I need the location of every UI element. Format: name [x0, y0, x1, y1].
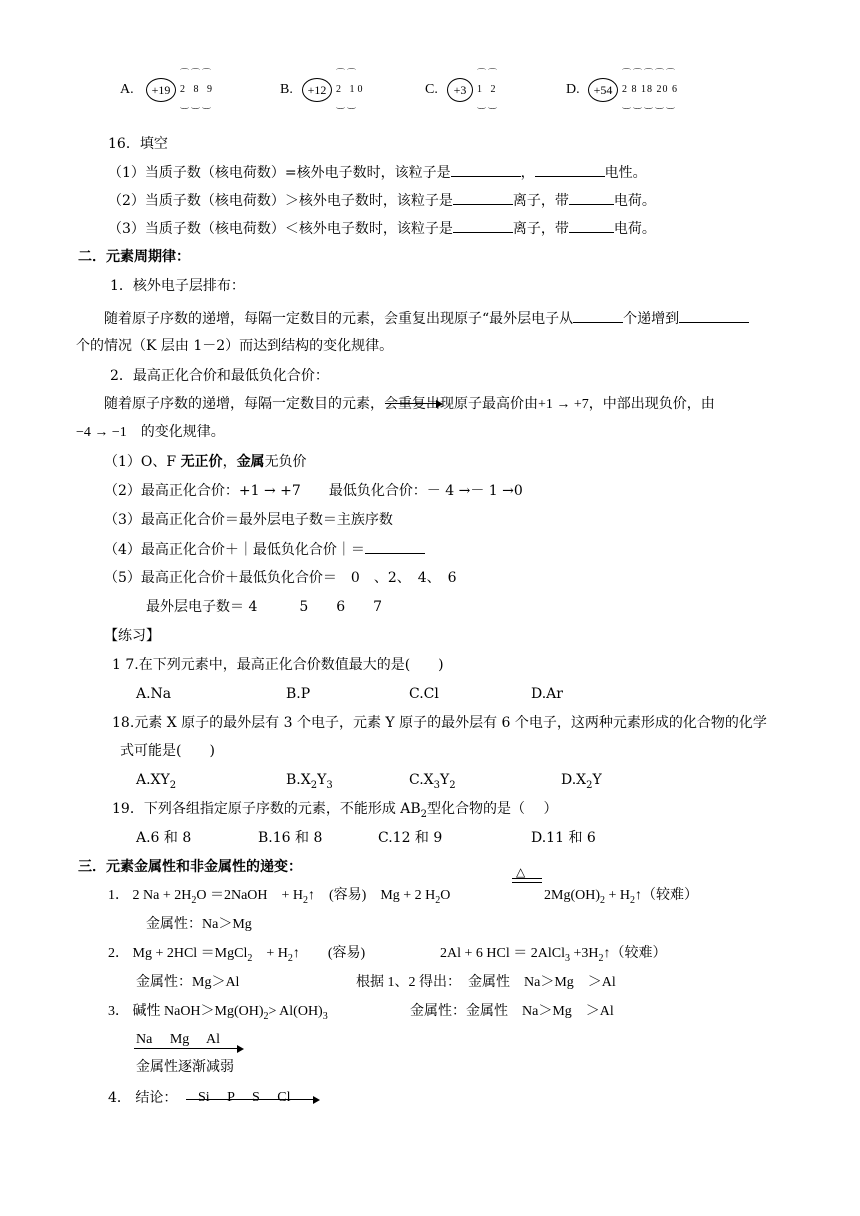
answer-blank[interactable]: [569, 190, 614, 205]
answer-blank[interactable]: [535, 162, 605, 177]
text: 金属: [236, 454, 265, 470]
double-line-top: [512, 878, 542, 879]
reaction-2-metallicity: 金属性：Mg＞Al: [136, 975, 240, 990]
answer-blank[interactable]: [573, 308, 623, 323]
text: 2． Mg + 2HCl ＝MgCl: [108, 946, 248, 961]
reaction-1-metallicity: 金属性：Na＞Mg: [146, 917, 252, 932]
practice-title: 【练习】: [104, 628, 160, 644]
sec2-item-3: （3）最高正化合价＝最外层电子数＝主族序数: [104, 512, 393, 528]
text: O: [440, 888, 451, 903]
nonmetal-series: Si P S Cl: [198, 1090, 291, 1105]
reaction-2-conclusion: 根据 1、2 得出： 金属性 Na＞Mg ＞Al: [356, 975, 616, 990]
q16-title: 16．填空: [108, 136, 168, 152]
atom-option-d: [566, 68, 706, 112]
text: 电荷。: [613, 193, 656, 209]
text: O ＝2NaOH + H: [196, 888, 304, 903]
sec2-subtitle-1: 1．核外电子层排布：: [110, 278, 245, 294]
atom-option-a: [120, 68, 230, 112]
text: 2Mg(OH): [544, 888, 600, 903]
q17-option-c[interactable]: C.Cl: [409, 686, 439, 702]
atom-option-b: [280, 68, 390, 112]
shell-arc-icon: ⌒⌒: [336, 68, 359, 78]
q19-stem: 19．下列各组指定原子序数的元素，不能形成 $AB_2$型化合物的是（ ）: [112, 801, 558, 820]
answer-blank[interactable]: [569, 218, 614, 233]
shell-arc-icon: ⌒⌒: [477, 68, 500, 78]
text: 的变化规律。: [140, 424, 225, 440]
text: ↑（较难）: [603, 946, 667, 961]
text: 离子，带: [512, 221, 569, 237]
text: C.X: [409, 772, 434, 788]
text: ，: [222, 454, 237, 470]
text: A.XY: [136, 772, 170, 788]
q19-option-b[interactable]: B.16 和 8: [258, 830, 323, 846]
text: + H: [605, 888, 631, 903]
section-2-title: 二．元素周期律：: [78, 249, 190, 265]
text: > Al(OH): [268, 1004, 323, 1019]
sec2-subtitle-2: 2．最高正化合价和最低负化合价：: [110, 368, 329, 384]
shell-arc-icon: ⌒⌒: [336, 99, 359, 109]
text: +3H: [569, 946, 599, 961]
shell-arc-icon: ⌒⌒⌒⌒⌒: [622, 99, 678, 109]
shell-electrons: 2 10: [336, 84, 366, 95]
text: B.X: [286, 772, 311, 788]
reaction-1-product: $2Mg(OH)_2$ + $H_2↑$（较难）: [544, 888, 699, 906]
text: D.X: [561, 772, 587, 788]
reaction-1: 1． 2 $Na + 2H_2O$ ＝2NaOH + $H_2↑$ (容易) Mg + 2 $H_2O$: [108, 888, 451, 906]
text: 随着原子序数的递增，每隔一定数目的元素，会重复出现原子“最外层电子从: [104, 311, 574, 327]
text: 离子，带: [512, 193, 569, 209]
shell-arc-icon: ⌒⌒: [477, 99, 500, 109]
text: 3． 碱性 NaOH＞Mg(OH): [108, 1004, 264, 1019]
text: （4）最高正化合价＋｜最低负化合价｜＝: [104, 542, 365, 558]
shell-electrons: 1 2: [477, 84, 499, 95]
nucleus-icon: +54: [588, 78, 618, 102]
text: 随着原子序数的递增，每隔一定数目的元素，会重复出现原子最高价由: [104, 396, 538, 412]
text: （2）当质子数（核电荷数）＞核外电子数时，该粒子是: [108, 193, 453, 209]
nucleus-icon: +19: [146, 78, 176, 102]
option-label: D.: [566, 82, 580, 97]
q19-option-a[interactable]: A.6 和 8: [136, 830, 192, 846]
nucleus-icon: +3: [447, 78, 473, 102]
q17-stem: 1 7.在下列元素中，最高正化合价数值最大的是( ): [112, 657, 444, 673]
q17-option-b[interactable]: B.P: [286, 686, 311, 702]
q18-stem-cont: 式可能是( ): [120, 743, 215, 759]
text: ，: [520, 165, 535, 181]
nucleus-icon: +12: [302, 78, 332, 102]
text: 电性。: [604, 165, 647, 181]
text: 无正价: [180, 454, 223, 470]
reaction-2: 2． Mg + 2HCl ＝MgCl$_2$ + $H_2↑$ (容易): [108, 946, 366, 964]
text: + H: [252, 946, 288, 961]
text: ↑（较难）: [635, 888, 699, 903]
q17-option-a[interactable]: A.Na: [136, 686, 172, 702]
sec2-item-2: （2）最高正化合价：+1 → +7 最低负化合价：－ 4 →－ 1 →0: [104, 483, 523, 499]
section-3-title: 三．元素金属性和非金属性的递变：: [78, 859, 302, 875]
q17-option-d[interactable]: D.Ar: [531, 686, 563, 702]
text: ↑ (容易) Mg + 2 H: [308, 888, 436, 903]
q18-stem: 18.元素 X 原子的最外层有 3 个电子，元素 Y 原子的最外层有 6 个电子，这两种元素形成的化合物的化学: [112, 715, 767, 731]
sec2-item-1: [104, 452, 307, 472]
text: （3）当质子数（核电荷数）＜核外电子数时，该粒子是: [108, 221, 453, 237]
text: （1）当质子数（核电荷数）=核外电子数时，该粒子是: [108, 165, 451, 181]
q18-option-a[interactable]: $A.XY_2$: [136, 772, 177, 791]
text: 个递增到: [623, 311, 680, 327]
sec2-item-6: 最外层电子数＝ 4 5 6 7: [146, 599, 383, 615]
option-label: B.: [280, 82, 293, 97]
conclusion-label: 4． 结论：: [108, 1090, 178, 1106]
shell-arc-icon: ⌒⌒⌒: [180, 68, 214, 78]
shell-arc-icon: ⌒⌒⌒⌒⌒: [622, 68, 678, 78]
option-label: C.: [425, 82, 438, 97]
text: 无负价: [264, 454, 307, 470]
sec2-item-4: [104, 539, 425, 560]
arrow-icon: [385, 403, 437, 404]
q16-line-3: [108, 218, 656, 239]
q18-option-c[interactable]: $C.X_3Y_2$: [409, 772, 456, 791]
sec2-para-1: [104, 308, 749, 329]
q19-option-c[interactable]: C.12 和 9: [378, 830, 443, 846]
text: 型化合物的是（ ）: [427, 801, 558, 817]
text: （1）O、F: [104, 454, 181, 470]
q16-line-1: [108, 162, 647, 183]
shell-arc-icon: ⌒⌒⌒: [180, 99, 214, 109]
text: 1． 2 Na + 2H: [108, 888, 192, 903]
answer-blank[interactable]: [453, 190, 513, 205]
atom-option-c: [425, 68, 525, 112]
answer-blank[interactable]: [451, 162, 521, 177]
heat-delta-icon: △: [516, 865, 526, 879]
sec2-para-2: [104, 394, 715, 415]
q18-option-b[interactable]: $B.X_2Y_3$: [286, 772, 333, 791]
sec2-para-1-cont: 个的情况（K 层由 1－2）而达到结构的变化规律。: [76, 338, 394, 354]
arrow-icon: [134, 1048, 238, 1049]
text: ，中部出现负价，由: [588, 396, 715, 412]
shell-electrons: 2 8 18 20 6: [622, 84, 678, 95]
sec2-item-5: （5）最高正化合价＋最低负化合价＝ 0 、2、 4、 6: [104, 570, 457, 586]
metallicity-decrease: 金属性逐渐减弱: [136, 1059, 234, 1075]
answer-blank[interactable]: [453, 218, 513, 233]
q18-option-d[interactable]: $D.X_2Y$: [561, 772, 602, 791]
valence-range: +1 → +7: [538, 397, 589, 412]
option-label: A.: [120, 82, 134, 97]
text: 19．下列各组指定原子序数的元素，不能形成 AB: [112, 801, 421, 817]
sec2-para-2-cont: [76, 422, 225, 443]
text: ↑ (容易): [292, 946, 366, 961]
basicity-metallicity: 金属性：金属性 Na＞Mg ＞Al: [410, 1004, 614, 1019]
reaction-2-al: 2Al + 6 HCl ＝ 2AlCl$_3$ $+3H_2↑$（较难）: [440, 946, 667, 964]
basicity-line: 3． 碱性 $NaOH>Mg(OH)_2> Al(OH)_3$: [108, 1004, 328, 1022]
text: 电荷。: [613, 221, 656, 237]
shell-electrons: 2 8 9: [180, 84, 215, 95]
double-line-bottom: [512, 882, 542, 883]
arrow-icon: [186, 1099, 314, 1100]
text: 2Al + 6 HCl ＝ 2AlCl: [440, 946, 565, 961]
negative-range: −4 → −1: [76, 425, 127, 440]
q16-line-2: [108, 190, 656, 211]
q19-option-d[interactable]: D.11 和 6: [531, 830, 596, 846]
answer-blank[interactable]: [365, 539, 425, 554]
metal-series: Na Mg Al: [136, 1032, 220, 1047]
answer-blank[interactable]: [679, 308, 749, 323]
